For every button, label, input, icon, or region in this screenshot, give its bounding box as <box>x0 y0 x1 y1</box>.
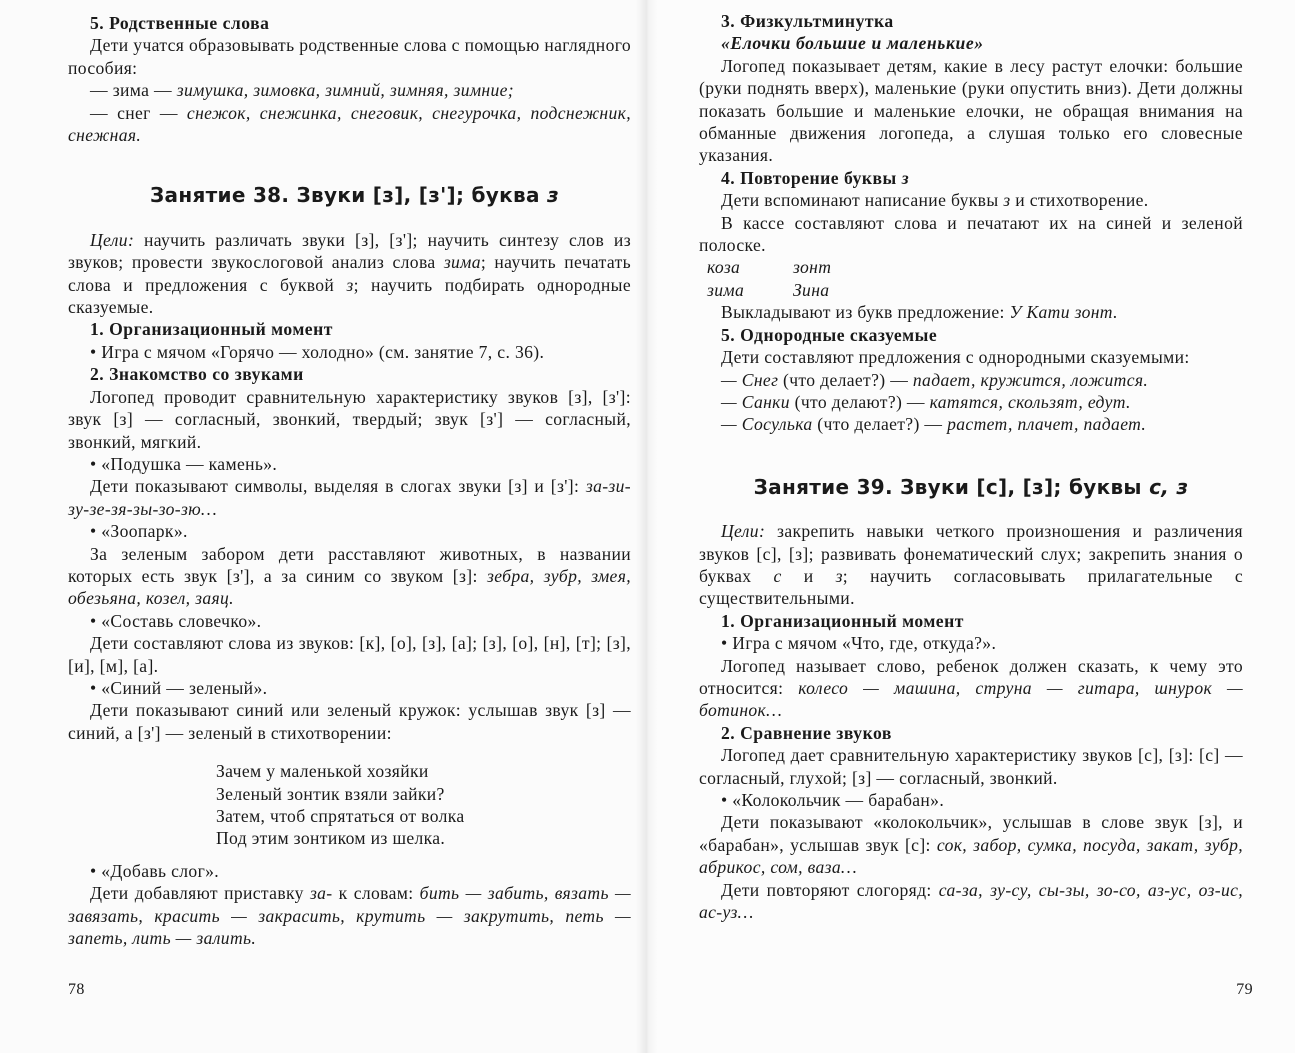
goals-paragraph: Цели: закрепить навыки четкого произношения и различения звуков [с], [з]; развивать фонематический слух; закрепить знания о буквах с и з; научить согласовывать прилагательные с существительными. <box>699 521 1244 609</box>
paragraph: Логопед показывает детям, какие в лесу растут елочки: большие (руки поднять вверх), маленькие (руки опустить вниз). Дети должны показать большие и маленькие елочки, не обращая внимания на обманные движения логопеда, а слушая только его словесные указания. <box>699 55 1243 166</box>
poem-line: Зеленый зонтик взяли зайки? <box>216 783 445 804</box>
lesson-38-title: Занятие 38. Звуки [з], [з']; буква з <box>150 183 559 208</box>
predicate-example: — Санки (что делают?) — катятся, скользят, едут. <box>721 391 1131 412</box>
paragraph: Дети составляют предложения с однородными сказуемыми: <box>721 347 1190 368</box>
paragraph: Дети показывают «колокольчик», услышав в слове звук [з], и «барабан», услышав звук [с]: сок, забор, сумка, посуда, закат, зубр, абрикос, сом, ваза… <box>699 812 1243 878</box>
word-pair-row: коза зонт <box>707 257 832 278</box>
section-heading-organizational: 1. Организационный момент <box>721 610 964 631</box>
page-number: 79 <box>1236 980 1253 998</box>
bullet-item: • «Синий — зеленый». <box>90 677 268 698</box>
paragraph: Дети учатся образовывать родственные слова с помощью наглядного пособия: <box>68 35 631 78</box>
poem-line: Затем, чтоб спрятаться от волка <box>216 806 465 826</box>
left-page <box>0 0 647 1053</box>
predicate-example: — Снег (что делает?) — падает, кружится, ложится. <box>721 369 1149 390</box>
section-heading-related-words: 5. Родственные слова <box>90 13 270 33</box>
paragraph: Дети добавляют приставку за- к словам: бить — забить, вязать — завязать, красить — закрасить, крутить — закрутить, петь — запеть, лить — залить. <box>68 883 631 949</box>
goals-paragraph: Цели: научить различать звуки [з], [з']; научить синтезу слов из звуков; провести звукослоговой анализ слова зима; научить печатать слова и предложения с буквой з; научить подбирать однородные сказуемые. <box>68 229 632 318</box>
poem <box>216 760 631 850</box>
section-heading-sound-comparison: 2. Сравнение звуков <box>721 722 892 743</box>
section-heading-letter-repeat: 4. Повторение буквы з <box>721 167 910 188</box>
paragraph: За зеленым забором дети расставляют животных, в названии которых есть звук [з'], а за синим со звуком [з]: зебра, зубр, змея, обезьяна, козел, заяц. <box>68 543 631 609</box>
paragraph: — зима — зимушка, зимовка, зимний, зимняя, зимние; <box>90 80 515 101</box>
lesson-39-title: Занятие 39. Звуки [с], [з]; буквы с, з <box>753 474 1189 499</box>
bullet-item: • «Колокольчик — барабан». <box>721 790 945 810</box>
paragraph: Дети вспоминают написание буквы з и стихотворение. <box>721 190 1149 211</box>
exercise-subtitle: «Елочки большие и маленькие» <box>721 33 984 54</box>
paragraph: Логопед называет слово, ребенок должен сказать, к чему это относится: колесо — машина, струна — гитара, шнурок — ботинок… <box>699 655 1243 721</box>
word-pair-row: зима Зина <box>707 279 830 300</box>
paragraph: Логопед проводит сравнительную характеристику звуков [з], [з']: звук [з] — согласный, звонкий, твердый; звук [з'] — согласный, звонкий, мягкий. <box>68 386 631 452</box>
poem-line: Под этим зонтиком из шелка. <box>216 828 446 849</box>
page-number: 78 <box>68 980 85 998</box>
paragraph: В кассе составляют слова и печатают их на синей и зеленой полоске. <box>699 212 1243 256</box>
section-heading-predicates: 5. Однородные сказуемые <box>721 324 938 345</box>
paragraph: Логопед дает сравнительную характеристику звуков [с], [з]: [с] — согласный, глухой; [з] — согласный, звонкий. <box>699 745 1243 788</box>
paragraph: Дети повторяют слогоряд: са-за, зу-су, сы-зы, зо-со, аз-ус, оз-ис, ас-уз… <box>699 879 1243 923</box>
poem-line: Зачем у маленькой хозяйки <box>216 761 429 782</box>
paragraph: Дети показывают символы, выделяя в слогах звуки [з] и [з']: за-зи-зу-зе-зя-зы-зо-зю… <box>68 476 631 519</box>
bullet-item: • «Подушка — камень». <box>90 453 278 474</box>
book-gutter-shadow <box>636 0 658 1053</box>
bullet-item: • «Добавь слог». <box>90 860 220 881</box>
section-heading-exercise: 3. Физкультминутка <box>721 11 894 31</box>
bullet-item: • «Зоопарк». <box>90 521 188 542</box>
predicate-example: — Сосулька (что делает?) — растет, плачет, падает. <box>721 414 1147 435</box>
bullet-item: • Игра с мячом «Что, где, откуда?». <box>721 633 997 654</box>
paragraph: Выкладывают из букв предложение: У Кати зонт. <box>721 302 1118 323</box>
right-page <box>647 0 1295 1053</box>
paragraph: — снег — снежок, снежинка, снеговик, снегурочка, подснежник, снежная. <box>68 102 631 146</box>
paragraph: Дети показывают синий или зеленый кружок: услышав звук [з] — синий, а [з'] — зеленый в стихотворении: <box>68 700 631 743</box>
section-heading-sounds: 2. Знакомство со звуками <box>90 364 304 385</box>
bullet-item: • «Составь словечко». <box>90 610 262 631</box>
section-heading-organizational: 1. Организационный момент <box>90 319 333 340</box>
paragraph: Дети составляют слова из звуков: [к], [о], [з], [а]; [з], [о], [н], [т]; [з], [и], [м], [а]. <box>68 633 631 676</box>
bullet-item: • Игра с мячом «Горячо — холодно» (см. занятие 7, с. 36). <box>90 341 545 362</box>
